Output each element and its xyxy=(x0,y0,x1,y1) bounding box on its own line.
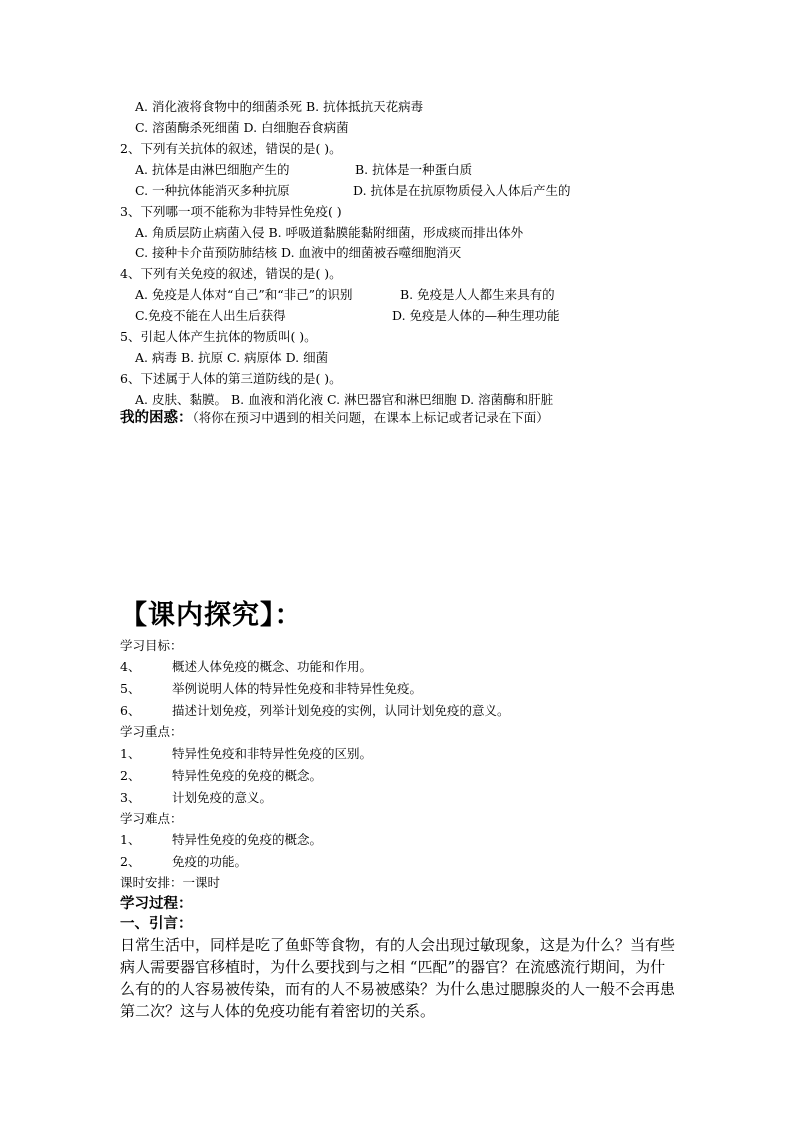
key-points-label: 学习重点： xyxy=(120,724,183,739)
objective-text: 概述人体免疫的概念、功能和作用。 xyxy=(172,659,373,674)
difficulties-label: 学习难点： xyxy=(120,811,183,826)
difficulty-num: 1、 xyxy=(120,832,141,847)
q1-options-line2: C. 溶菌酶杀死细菌 D. 白细胞吞食病菌 xyxy=(135,120,349,135)
q2-option-d: D. 抗体是在抗原物质侵入人体后产生的 xyxy=(353,183,571,198)
q3-stem: 3、下列哪一项不能称为非特异性免疫( ) xyxy=(120,204,342,219)
objective-num: 6、 xyxy=(120,703,141,718)
q6-options: A. 皮肤、黏膜。 B. 血液和消化液 C. 淋巴器官和淋巴细胞 D. 溶菌酶和肝脏 xyxy=(135,392,554,407)
key-point-item xyxy=(120,788,272,808)
process-label: 学习过程： xyxy=(120,895,193,912)
intro-paragraph: 日常生活中，同样是吃了鱼虾等食物，有的人会出现过敏现象，这是为什么？当有些病人需要器官移植时，为什么要找到与之相 “匹配”的器官？在流感流行期间，为什么有的的人容易被传染，而有的人不易被感染？为什么患过腮腺炎的人一般不会再患第二次？这与人体的免疫功能有着密切的关系。 xyxy=(120,936,676,1020)
q4-stem: 4、下列有关免疫的叙述，错误的是( )。 xyxy=(120,266,342,281)
confusion-hint: （将你在预习中遇到的相关问题，在课本上标记或者记录在下面） xyxy=(192,410,549,425)
objective-text: 举例说明人体的特异性免疫和非特异性免疫。 xyxy=(172,681,423,696)
key-point-num: 2、 xyxy=(120,768,141,783)
key-point-num: 1、 xyxy=(120,746,141,761)
q4-option-a: A. 免疫是人体对“自己”和“非己”的识别 xyxy=(135,287,353,302)
objective-item xyxy=(120,657,372,677)
intro-label: 一、引言： xyxy=(120,915,193,932)
inclass-title: 【课内探究】： xyxy=(120,600,303,631)
objective-text: 描述计划免疫，列举计划免疫的实例，认同计划免疫的意义。 xyxy=(172,703,510,718)
confusion-heading xyxy=(120,408,549,429)
objective-num: 5、 xyxy=(120,681,141,696)
confusion-title: 我的困惑： xyxy=(120,409,193,426)
q4-option-c: C.免疫不能在人出生后获得 xyxy=(135,308,286,323)
q5-stem: 5、引起人体产生抗体的物质叫( )。 xyxy=(120,329,317,344)
q2-stem: 2、下列有关抗体的叙述，错误的是( )。 xyxy=(120,141,342,156)
key-point-item xyxy=(120,744,372,764)
q4-option-b: B. 免疫是人人都生来具有的 xyxy=(400,287,555,302)
key-point-item xyxy=(120,766,322,786)
q2-option-a: A. 抗体是由淋巴细胞产生的 xyxy=(135,162,290,177)
objectives-label: 学习目标： xyxy=(120,638,183,653)
key-point-text: 特异性免疫的免疫的概念。 xyxy=(172,768,323,783)
q3-options-line1: A. 角质层防止病菌入侵 B. 呼吸道黏膜能黏附细菌，形成痰而排出体外 xyxy=(135,225,524,240)
objective-num: 4、 xyxy=(120,659,141,674)
difficulty-item xyxy=(120,852,247,872)
key-point-text: 计划免疫的意义。 xyxy=(172,790,273,805)
key-point-text: 特异性免疫和非特异性免疫的区别。 xyxy=(172,746,373,761)
difficulty-text: 免疫的功能。 xyxy=(172,854,248,869)
difficulty-text: 特异性免疫的免疫的概念。 xyxy=(172,832,323,847)
q2-option-b: B. 抗体是一种蛋白质 xyxy=(355,162,473,177)
q5-options: A. 病毒 B. 抗原 C. 病原体 D. 细菌 xyxy=(135,350,329,365)
schedule: 课时安排：一课时 xyxy=(120,875,221,890)
difficulty-item xyxy=(120,830,322,850)
q4-option-d: D. 免疫是人体的—种生理功能 xyxy=(392,308,560,323)
q2-option-c: C. 一种抗体能消灭多种抗原 xyxy=(135,183,290,198)
objective-item xyxy=(120,701,510,721)
key-point-num: 3、 xyxy=(120,790,141,805)
q3-options-line2: C. 接种卡介苗预防肺结核 D. 血液中的细菌被吞噬细胞消灭 xyxy=(135,245,462,260)
objective-item xyxy=(120,679,422,699)
q6-stem: 6、下述属于人体的第三道防线的是( )。 xyxy=(120,371,342,386)
difficulty-num: 2、 xyxy=(120,854,141,869)
q1-options-line1: A. 消化液将食物中的细菌杀死 B. 抗体抵抗天花病毒 xyxy=(135,99,424,114)
